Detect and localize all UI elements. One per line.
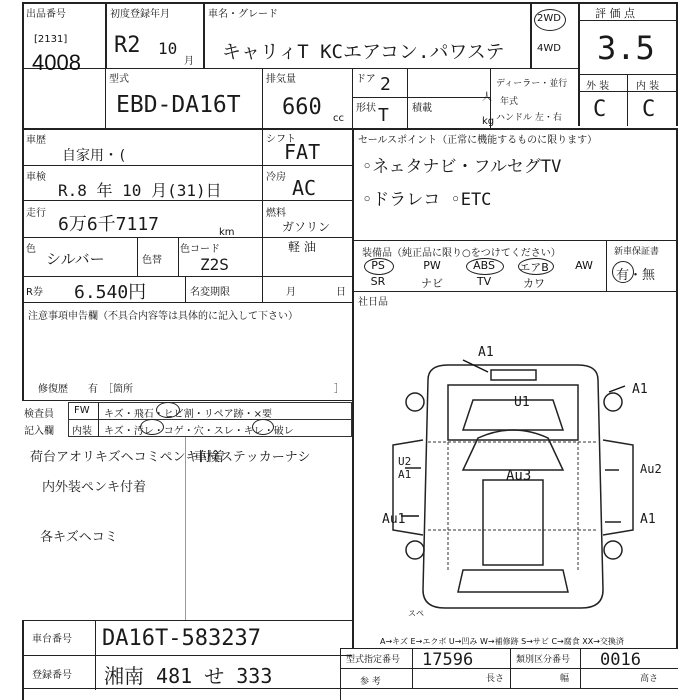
mark-a1-lower: A1 <box>640 512 656 527</box>
first-reg-label: 初度登録年月 <box>110 9 170 20</box>
eq-ps: PS <box>371 259 385 272</box>
day-label: 日 <box>336 287 346 298</box>
sub-code: [2131] <box>34 34 68 45</box>
interior-label: 内 装 <box>636 81 660 92</box>
record-label: 記入欄 <box>24 426 54 437</box>
eq-airbag: エアB <box>519 261 549 274</box>
lot-label: 出品番号 <box>26 9 66 20</box>
mark-u2-a1: U2 A1 <box>398 455 412 481</box>
month-suffix: 月 <box>184 56 194 67</box>
first-reg-month: 10 <box>158 39 178 58</box>
fuel-label: 燃料 <box>266 208 286 219</box>
r-value: 6.540円 <box>74 282 147 303</box>
inspection-value: R.8 年 10 月(31)日 <box>58 181 222 200</box>
eq-tv: TV <box>476 275 492 288</box>
mark-au3: Au3 <box>506 468 532 484</box>
fuel-value-top: ガソリン <box>282 220 331 234</box>
fw-label: FW <box>74 405 90 416</box>
designation-label: 型式指定番号 <box>346 655 401 665</box>
ref-label: 参 考 <box>360 677 381 687</box>
repair-close: ］ <box>334 384 344 395</box>
exterior-value: C <box>593 97 607 122</box>
notes-label: 注意事項申告欄（不具合内容等は具体的に記入して下さい） <box>28 311 298 322</box>
fuel-value-bot: 軽 油 <box>288 240 316 254</box>
shift-value: FAT <box>284 140 321 164</box>
int-dirt-circle <box>140 419 164 435</box>
name-change-label: 名変期限 <box>190 287 230 298</box>
class-value: 0016 <box>600 650 641 670</box>
history-value: 自家用・( <box>62 148 127 164</box>
year-label: 年式 <box>500 97 519 107</box>
inspection-label: 車検 <box>26 172 46 183</box>
eq-pw: PW <box>423 259 441 272</box>
exterior-label: 外 装 <box>586 81 610 92</box>
note-line2: 内外装ペンキ付着 <box>42 480 147 495</box>
mark-u1: U1 <box>514 395 530 410</box>
note-right: 車検ステッカーナシ <box>194 450 311 465</box>
int-wear-circle <box>252 419 274 435</box>
doors-value: 2 <box>380 74 391 95</box>
aircon-value: AC <box>292 176 317 200</box>
warranty-label: 新車保証書 <box>614 247 660 257</box>
month-label: 月 <box>286 287 296 298</box>
warranty-value: 有・無 <box>616 268 656 283</box>
dealer-label: ディーラー・並行 <box>496 79 568 89</box>
sales-line2: ◦ドラレコ ◦ETC <box>362 190 492 210</box>
doors-label: ドア <box>356 74 376 85</box>
color-code-label: 色コード <box>180 244 220 255</box>
eq-aw: AW <box>575 259 593 272</box>
mark-au2: Au2 <box>640 462 662 476</box>
km-unit: km <box>219 227 235 238</box>
drive-2wd: 2WD <box>537 13 561 24</box>
kg-unit: kg <box>482 116 495 127</box>
handle-label: ハンドル 左・右 <box>496 113 562 123</box>
eq-airbag-circle <box>518 258 554 275</box>
plate-value: 湘南 481 せ 333 <box>104 664 273 688</box>
score-label: 評 価 点 <box>595 7 635 20</box>
eq-abs-circle <box>466 258 504 275</box>
color-change-label: 色替 <box>142 255 162 266</box>
equip-label: 装備品（純正品に限り○をつけてください） <box>362 248 561 259</box>
chassis-value: DA16T-583237 <box>102 626 261 651</box>
sales-line1: ◦ネェタナビ・フルセグTV <box>362 157 562 177</box>
r-label: R券 <box>26 287 43 298</box>
model-value: EBD-DA16T <box>116 92 241 118</box>
extra-label: 社日品 <box>358 297 388 308</box>
interior-value: C <box>642 97 656 122</box>
car-name-label: 車名・グレード <box>208 9 278 20</box>
car-name-value: キャリィT KCエアコン.パワステ <box>222 41 505 63</box>
shift-label: シフト <box>266 134 296 145</box>
mark-a1-top: A1 <box>478 345 494 360</box>
first-reg-value: R2 <box>114 33 141 58</box>
score-value: 3.5 <box>597 29 655 67</box>
fw-items: キズ・飛石・ヒビ割・リペア跡・×要 <box>104 409 272 420</box>
cc-unit: cc <box>333 113 344 124</box>
mileage-label: 走行 <box>26 208 46 219</box>
sales-label: セールスポイント（正常に機能するものに限ります） <box>358 135 598 146</box>
inspector-label: 検査員 <box>24 409 54 420</box>
eq-sr: SR <box>370 275 386 288</box>
warranty-circle <box>612 261 634 283</box>
eq-leather: カワ <box>523 277 545 290</box>
int-items: キズ・汚レ・コゲ・穴・スレ・キレ・破レ <box>104 426 294 437</box>
plate-label: 登録番号 <box>32 670 72 681</box>
damage-legend: A→キズ E→エクボ U→凹み W→補修跡 S→サビ C→腐食 XX→交換済 <box>380 637 624 646</box>
width-label: 幅 <box>560 674 570 684</box>
eq-navi: ナビ <box>421 277 443 290</box>
history-label: 車歴 <box>26 135 46 146</box>
drive-4wd: 4WD <box>537 43 561 54</box>
color-value: シルバー <box>46 250 105 268</box>
note-line1: 荷台アオリキズヘコミペンキ付着 <box>30 450 225 465</box>
mileage-value: 6万6千7117 <box>58 214 160 235</box>
shape-label: 形状 <box>356 103 376 114</box>
fw-stone-circle <box>156 402 180 418</box>
mark-au1: Au1 <box>382 512 406 527</box>
height-label: 高さ <box>640 674 659 684</box>
int-label: 内装 <box>72 426 92 437</box>
note-line3: 各キズヘコミ <box>40 530 118 545</box>
aircon-label: 冷房 <box>266 172 286 183</box>
disp-value: 660 <box>282 95 322 120</box>
eq-abs: ABS <box>473 259 495 272</box>
chassis-label: 車台番号 <box>32 634 72 645</box>
length-label: 長さ <box>486 674 505 684</box>
designation-value: 17596 <box>422 650 474 670</box>
model-label: 型式 <box>109 74 129 85</box>
mark-a1-right: A1 <box>632 382 648 397</box>
persons-label: 人 <box>482 92 492 103</box>
class-label: 類別区分番号 <box>516 655 571 665</box>
mark-spare: スペ <box>408 609 424 618</box>
lot-number: 4008 <box>32 50 81 75</box>
eq-ps-circle <box>364 258 394 275</box>
repair-label: 修復歴 有 ［箇所 <box>38 384 133 395</box>
disp-label: 排気量 <box>266 74 296 85</box>
color-code-value: Z2S <box>200 255 229 274</box>
capacity-label: 積載 <box>412 103 432 114</box>
shape-value: T <box>378 105 389 126</box>
color-label: 色 <box>26 244 36 255</box>
